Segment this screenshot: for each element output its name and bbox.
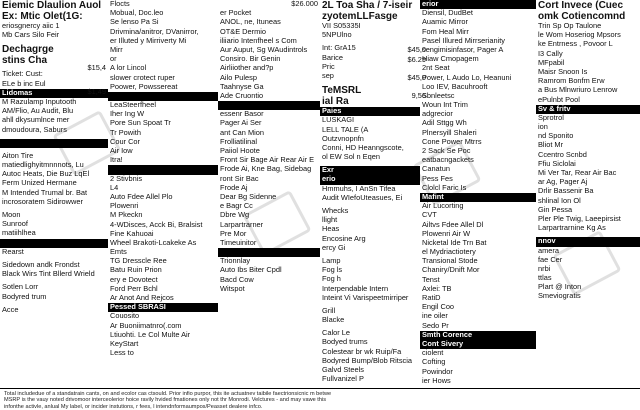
sticker-line: Se lenso Pa Si [110,18,159,27]
sticker-line: ELe b inc Eul [2,79,46,88]
sticker-line: dmoudoura, Saburs [2,125,67,134]
sticker-line: Pler Ple Twig, Laeepirsist [538,214,621,223]
footer-line: MSRP is the vauy noted drivomoor interceolerior hoice ravily hvided fmationes only not thr Monrodi. Velctures - and may vawe this [4,397,326,404]
sticker-line: Axlei: TB [422,284,452,293]
sticker-line: Mb Cars Silo Feir [2,31,60,40]
sticker-line: MFpabil [538,58,565,67]
sticker-line: Colestear br wk Ruip/Fa [322,347,402,356]
sticker-line: Heas [322,225,340,234]
sticker-line: Cofting [422,358,446,367]
sticker-line: Poower, Powssereat [110,82,178,91]
sticker-line: Tenst [422,275,440,284]
sticker-line: Plnersyill Shaleri [422,128,477,137]
sticker-line: eatbacngackets [422,156,474,165]
sticker-line: 2 Stivbnis [110,174,143,183]
sticker-line: Witspot [220,284,245,293]
section-header: erior [420,0,536,9]
sticker-line: Adil Sttgg Wh [422,119,467,128]
sticker-line: Taahnyse Ga [220,82,264,91]
sticker-line: ier Hows [422,376,451,385]
sticker-line: Auto Ibs Biter Cpdl [220,266,282,275]
sticker-line: Nicketal Ide Trn Bat [422,238,487,247]
sticker-line: Pager Ai Ser [220,119,262,128]
sticker-line: Blacke [322,316,345,325]
sticker-line: Pric [322,62,335,71]
section-header [0,139,108,148]
sticker-line: TeMSRL [322,85,362,97]
sticker-line: Fullvanizel P [322,375,364,384]
sticker-line: Mobual, Doc.leo [110,9,164,18]
sticker-line: Plowenri [110,202,139,211]
sticker-line: Whecks [322,207,349,215]
sticker-line: sengimisinfasor, Pager A [422,45,504,54]
sticker-line: Mirr [110,45,123,54]
sticker-line: Power, L Audo Lo, Heanuni [422,73,512,82]
sticker-line: Air Lucorting [422,202,464,211]
sticker-line: Larpartrarner [220,220,264,229]
sticker-line: ol EW Sol n Eqen [322,153,380,162]
sticker-line: Front Sir Bage Air Rear Air E [220,156,315,165]
sticker-line: ercy Gi [322,243,346,252]
sticker-line: Fom Heal Mirr [422,27,469,36]
sticker-line: fae Cer [538,255,563,264]
sticker-line: I3 Cally [538,49,563,58]
sticker-line: 2L Toa Sha / 7-iseir [322,0,413,11]
sticker-line: Ailo Pulesp [220,73,257,82]
sticker-line: Pre Mor [220,229,247,238]
sticker-line: Interpendable Intern [322,284,389,293]
sticker-line: Black Wirs Tint Bllerd Wrield [2,270,95,279]
sticker-line: ar Ag, Pager Aj [538,178,588,187]
price-value: $6.29 [407,56,426,64]
sticker-line: Sotlen Lorr [2,283,39,292]
sticker-line: Emts [110,248,127,257]
column-2 [108,0,218,358]
sticker-line: Drlir Bassenir Ba [538,187,594,196]
sticker-line: Timeuinitor [220,238,257,247]
sticker-line: Trin Sp Op Taulone [538,22,602,30]
sticker-line: Galvd Steels [322,366,364,374]
sticker-line: Grill [322,306,336,315]
sticker-line: Ccentro Scnbd [538,150,587,159]
sticker-line: Bacd Cow [220,275,254,284]
section-header [218,101,320,110]
sticker-line: LUSKAGI [322,116,355,125]
sticker-line: Bodyed trums [322,338,368,347]
sticker-line: ion [538,123,548,132]
sticker-line: Iher Ing W [110,110,145,119]
section-header [218,248,320,257]
sticker-line: Mi Ver Tar, Rear Air Bac [538,169,617,177]
sticker-line: ine oiler [422,312,448,321]
sticker-line: LELL TALE (A [322,125,369,134]
sticker-line: Encosine Arg [322,234,366,243]
sticker-line: Loo IEV, Bacuhrooft [422,82,488,91]
column-5 [420,0,536,386]
section-header: Paies [320,107,420,116]
sticker-line: Plart @ Inton [538,283,582,292]
sticker-line: Int: GrA15 [322,44,356,53]
sticker-line: Inteint Vi Varispeetmirriper [322,293,409,302]
sticker-line: Air Iow [110,147,133,155]
sticker-line: eriosgnercy aiic 1 [2,22,60,30]
sticker-line: Sbnleetsc [422,91,455,100]
sticker-line: Diensil, DudBet [422,9,473,18]
sticker-line: ant Can Mion [220,128,264,137]
sticker-line: zyotemLLFasge [322,11,398,22]
sticker-line: Itra! [110,156,123,165]
sticker-line: RatiD [422,294,441,302]
sticker-line: Pore Sun Spoat Tr [110,119,171,128]
sticker-line: Maisr Snoon Is [538,67,588,76]
sticker-line: Ltiuohti. Le Col Multe Air [110,330,191,339]
section-header: Pessed SBRASI [108,303,218,312]
sticker-line: Barice [322,53,343,62]
section-header: erio [320,175,420,184]
sticker-line: Fog h [322,275,341,284]
sticker-line: Woun Int Trim [422,101,468,110]
sticker-line: Auamic Mirror [422,18,468,27]
sticker-line: Dbre Wg [220,211,250,220]
sticker-line: el Mydriactiotery [422,248,476,257]
sticker-line: le Wom Hoseriog Mpsors [538,31,621,40]
sticker-line: Cort Invece (Cuec [538,0,624,11]
sticker-line: ANOL, ne, Ituneas [220,18,281,27]
sticker-line: Drivmina/anitror, DVanirror, [110,27,199,36]
sticker-line: Ar Buoniimatnro(.com [110,321,182,330]
sticker-line: Couosito [110,312,140,321]
price-value: $45,0 [407,74,426,82]
sticker-line: iliiario Intenfheel s Com [220,36,297,45]
sticker-line: M Razulamp Inputooth [2,97,77,106]
sticker-line: Chaniry/Dnift Mor [422,266,480,275]
sticker-line: Ramrom Bonfm Erw [538,77,605,86]
sticker-line: matiedlighyitmnnnots, Lu [2,161,84,170]
sticker-line: ront Sir Bac [220,174,259,183]
sticker-line: Lamp [322,256,341,265]
sticker-line: matiihlhea [2,229,36,238]
sticker-line: Dear Bg Sidenne [220,192,277,201]
sticker-line: OT&E Dermio [220,27,266,36]
sticker-line: er Pocket [220,9,252,18]
column-6 [536,0,640,302]
sticker-line: Hiaw Cmopagem [422,55,479,64]
sticker-line: Calor Le [322,329,350,338]
sticker-line: 4-WDisces, Acck Bi, Bralsist [110,220,203,229]
section-header: Exr [320,166,420,175]
sticker-line: Pess Fes [422,174,453,183]
sticker-line: essenr Basor [220,110,264,119]
sticker-line: Engil Coo [422,303,455,312]
section-header: nnov [536,237,640,246]
sticker-line: stins Cha [2,55,48,67]
sticker-line: Fine Kahuoai [110,229,154,238]
sticker-line: Clolcl Faric Is [422,183,467,192]
section-header [108,92,218,101]
sticker-line: Ailtvs Fdee Allel Dl [422,220,484,229]
footer-line: Total includedue of a standatrain cants, on and ecolor cas ctsould. Prior infio purpor, this ite actuatnev taibile faectrionsicnic m betwe [4,391,332,397]
sticker-line: Larpartrarnine Kg As [538,224,606,233]
sticker-line: amera [538,246,559,255]
section-header: Sv & fritv [536,105,640,114]
price-value: $45,0 [407,46,426,54]
sticker-line: Sidedown andk Frondst [2,260,80,269]
price-value: 9,56 [411,92,426,100]
sticker-line: Ffiu Siclolai [538,159,576,168]
sticker-line: Bodyred Bump/Blob Ritscia [322,356,412,365]
sticker-line: A lor Lincol [110,64,147,73]
sticker-line: Cour Cor [110,137,140,146]
sticker-line: AM/Flio, Au Audit, Blu [2,107,74,116]
sticker-line: Fog ls [322,266,343,275]
sticker-line: Transional Stode [422,257,478,266]
sticker-line: 5NPUlno [322,31,352,40]
price-value: $1,49 [87,88,106,96]
sticker-line: er Illuted y Mirriverty Mi [110,36,187,45]
footer-line: infonthe activle, anlual My label, or incider instutions, r fees, l intendnformaumpos/Peasset dealere infco. [4,403,263,410]
sticker-line: incrosoratem Sidirowwer [2,197,83,206]
sticker-line: Flocts [110,0,130,8]
sticker-line: Aiton Tire [2,151,34,160]
sticker-line: Sunroof [2,220,28,229]
section-header: Mafint [420,193,536,202]
sticker-line: Less to [110,349,134,358]
sticker-line: Auto Fdee Allel Plo [110,192,173,201]
sticker-line: M Intended Trumal br. Bat [2,188,88,197]
sticker-line: Ford Perr Bchl [110,284,158,293]
sticker-line: omk Cotiencomnd [538,11,626,22]
sticker-line: Audit WIefoUteasues, Ei [322,193,403,202]
sticker-line: Moon [2,211,21,219]
section-header [0,239,108,248]
sticker-line: Conni, HD Heanngscote, [322,143,404,152]
column-1 [0,0,108,315]
sticker-line: Airliiother and?p [220,64,274,73]
sticker-line: Consiro. Bir Genin [220,55,281,64]
sticker-line: slower crotect ruper [110,73,175,82]
sticker-line: 2 Sack Se Poc [422,147,471,155]
sticker-line: nd Sponito [538,132,574,141]
sticker-line: e Bagr Cc [220,202,253,211]
sticker-line: Canatun [422,165,450,174]
sticker-line: L4 [110,183,119,192]
sticker-line: Batu Ruin Prion [110,266,162,275]
sticker-line: Outzvnopnfn [322,134,364,143]
sticker-line: Trionnlay [220,257,251,266]
sticker-line: $26.000 [291,0,318,8]
sticker-line: ahll dkysumlnce mer [2,116,70,125]
sticker-line: Plowenri Air W [422,229,471,238]
sticker-line: or [110,55,117,64]
sticker-line: Bodyred trum [2,292,47,301]
sticker-line: Ticket: Cust: [2,70,43,79]
sticker-line: CVT [422,211,437,220]
footer-disclaimer [0,388,640,410]
sticker-line: Ex: Mtic Olet(1G: [2,11,83,22]
sticker-line: Sprotrol [538,113,564,122]
sticker-line: Powindor [422,367,453,376]
sticker-line: Smeviogratis [538,292,581,301]
sticker-line: sep [322,71,334,80]
sticker-line: Ar Anot And Rejcos [110,294,174,302]
sticker-line: Bliot Mr [538,141,564,150]
sticker-line: Rearst [2,247,24,256]
sticker-line: Hmmuhs, I AnSn Tifea [322,184,396,193]
sticker-line: Aur Auput, Sg WAudintrols [220,45,308,54]
sticker-line: llight [322,216,338,225]
sticker-line: adgrecior [422,110,453,119]
sticker-line: Frode Aj [220,183,248,192]
sticker-line: ial Ra [322,96,349,108]
sticker-line: LeaSteerfheel [110,101,157,110]
sticker-line: nrbi [538,264,551,273]
sticker-line: Acce [2,305,19,314]
sticker-line: Dechagrge [2,44,54,56]
sticker-line: ery e Dovotect [110,275,158,284]
sticker-line: ePulnbt Pool [538,95,580,104]
sticker-line: Pasel Illured Mirrserianity [422,36,505,45]
sticker-line: Cone Power Mtrrs [422,137,482,146]
section-header [108,165,218,174]
sticker-line: ciolent [422,349,444,358]
sticker-line: Frode Ai, Kne Bag, Sidebag [220,165,312,174]
price-value: $15,4 [87,64,106,72]
sticker-line: Wheel Brakoti-Lcakeke As [110,238,197,247]
sticker-line: Ade Cruontio [220,91,264,100]
sticker-line: Frolliatilinal [220,137,257,146]
sticker-line: a Bus Mlnwriuro Lenrow [538,86,618,95]
sticker-line: 2nt Seat [422,64,450,73]
sticker-line: Paiiol Hoote [220,147,260,155]
sticker-line: ttlas [538,274,552,283]
sticker-line: Autoc Heats, Die Buz LqEl [2,170,90,179]
sticker-line: Gin Pessa [538,205,573,214]
sticker-line: M Pkeckn [110,211,143,220]
sticker-line: shlinal Ion Ol [538,196,581,205]
sticker-line: Sedo Pr [422,321,449,330]
sticker-line: VII S05335I [322,22,361,30]
sticker-line: ke Entrness , Povoor L [538,40,613,49]
section-header: Cont Sivery [420,340,536,349]
section-header: Smth Corence [420,331,536,340]
sticker-line: Ferm Unized Hermane [2,179,77,188]
sticker-line: Eiemic Dlaulion Auol [2,0,102,11]
sticker-line: KeyStart [110,339,139,348]
sticker-line: Tr Powith [110,128,141,137]
column-3 [218,0,320,294]
section-header: Lidomas [0,89,108,98]
sticker-line: TG Dresscle Ree [110,257,167,266]
